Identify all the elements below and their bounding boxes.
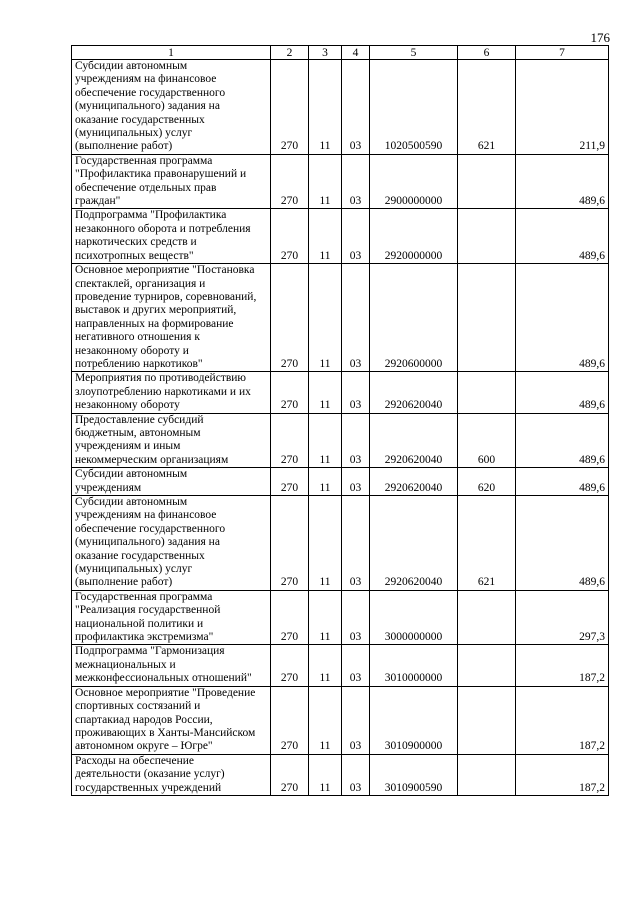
name-line: Государственная программа xyxy=(75,590,213,603)
cell-section: 11 xyxy=(309,413,342,468)
table-row xyxy=(72,372,609,413)
cell-subsection: 03 xyxy=(342,496,370,591)
cell-admin-code: 270 xyxy=(271,590,309,645)
table-row xyxy=(72,154,609,209)
cell-expense-type: 620 xyxy=(458,468,516,496)
name-line: спектаклей, организация и xyxy=(75,277,206,290)
name-line: автономном округе – Югре" xyxy=(75,740,213,753)
column-header: 6 xyxy=(458,46,516,60)
name-line: Субсидии автономным xyxy=(75,496,188,508)
cell-subsection: 03 xyxy=(342,590,370,645)
cell-amount: 211,9 xyxy=(516,60,609,155)
name-line: наркотических средств и xyxy=(75,236,197,249)
column-header: 4 xyxy=(342,46,370,60)
cell-section: 11 xyxy=(309,264,342,372)
name-line: Подпрограмма "Гармонизация xyxy=(75,645,225,658)
cell-expense-type: 600 xyxy=(458,413,516,468)
column-header: 5 xyxy=(370,46,458,60)
cell-section: 11 xyxy=(309,60,342,155)
name-line: государственных учреждений xyxy=(75,781,222,794)
cell-subsection: 03 xyxy=(342,264,370,372)
cell-target-article: 3010900590 xyxy=(370,754,458,795)
table-row xyxy=(72,590,609,645)
cell-name xyxy=(72,468,271,496)
cell-subsection: 03 xyxy=(342,413,370,468)
cell-expense-type xyxy=(458,209,516,264)
cell-admin-code: 270 xyxy=(271,60,309,155)
name-line: Государственная программа xyxy=(75,154,213,167)
cell-amount: 187,2 xyxy=(516,686,609,754)
name-line: Основное мероприятие "Проведение xyxy=(75,686,256,699)
name-line: незаконному обороту и xyxy=(75,344,189,357)
cell-amount: 187,2 xyxy=(516,645,609,686)
cell-admin-code: 270 xyxy=(271,496,309,591)
cell-expense-type xyxy=(458,754,516,795)
name-line: злоупотреблению наркотиками и их xyxy=(75,385,251,398)
cell-target-article: 2920620040 xyxy=(370,468,458,496)
cell-expense-type xyxy=(458,645,516,686)
name-line: (выполнение работ) xyxy=(75,576,173,589)
name-line: проживающих в Ханты-Мансийском xyxy=(75,726,256,739)
name-line: оказание государственных xyxy=(75,549,205,562)
cell-amount: 297,3 xyxy=(516,590,609,645)
name-line: выставок и других мероприятий, xyxy=(75,304,237,317)
cell-amount: 187,2 xyxy=(516,754,609,795)
name-line: некоммерческим организациям xyxy=(75,453,229,466)
cell-amount: 489,6 xyxy=(516,264,609,372)
name-line: спортивных состязаний и xyxy=(75,700,201,713)
name-line: Предоставление субсидий xyxy=(75,413,204,426)
cell-expense-type xyxy=(458,154,516,209)
cell-target-article: 2920620040 xyxy=(370,413,458,468)
cell-admin-code: 270 xyxy=(271,154,309,209)
cell-target-article: 2900000000 xyxy=(370,154,458,209)
cell-section: 11 xyxy=(309,590,342,645)
cell-expense-type xyxy=(458,372,516,413)
name-line: потреблению наркотиков" xyxy=(75,357,203,370)
column-header: 2 xyxy=(271,46,309,60)
cell-admin-code: 270 xyxy=(271,645,309,686)
name-line: "Профилактика правонарушений и xyxy=(75,168,247,181)
name-line: спартакиад народов России, xyxy=(75,713,213,726)
cell-admin-code: 270 xyxy=(271,264,309,372)
name-line: обеспечение государственного xyxy=(75,522,226,535)
cell-section: 11 xyxy=(309,686,342,754)
cell-target-article: 2920000000 xyxy=(370,209,458,264)
table-row xyxy=(72,496,609,591)
name-line: Расходы на обеспечение xyxy=(75,754,194,767)
cell-expense-type xyxy=(458,686,516,754)
cell-expense-type xyxy=(458,590,516,645)
cell-section: 11 xyxy=(309,645,342,686)
name-line: учреждениям на финансовое xyxy=(75,509,217,522)
name-line: психотропных веществ" xyxy=(75,249,194,262)
cell-target-article: 1020500590 xyxy=(370,60,458,155)
name-line: проведение турниров, соревнований, xyxy=(75,290,257,303)
table-row xyxy=(72,264,609,372)
cell-name xyxy=(72,754,271,795)
column-header: 7 xyxy=(516,46,609,60)
cell-subsection: 03 xyxy=(342,754,370,795)
cell-amount: 489,6 xyxy=(516,372,609,413)
cell-target-article: 2920600000 xyxy=(370,264,458,372)
cell-subsection: 03 xyxy=(342,209,370,264)
cell-target-article: 2920620040 xyxy=(370,372,458,413)
cell-section: 11 xyxy=(309,496,342,591)
budget-table xyxy=(71,45,609,796)
name-line: (муниципального) задания на xyxy=(75,100,220,113)
cell-expense-type: 621 xyxy=(458,60,516,155)
cell-section: 11 xyxy=(309,754,342,795)
name-line: учреждениям xyxy=(75,481,142,494)
name-line: межконфессиональных отношений" xyxy=(75,672,252,685)
cell-amount: 489,6 xyxy=(516,468,609,496)
cell-subsection: 03 xyxy=(342,468,370,496)
cell-section: 11 xyxy=(309,209,342,264)
cell-section: 11 xyxy=(309,372,342,413)
name-line: (муниципальных) услуг xyxy=(75,563,193,576)
name-line: межнациональных и xyxy=(75,658,176,671)
name-line: деятельности (оказание услуг) xyxy=(75,768,225,781)
cell-name xyxy=(72,686,271,754)
cell-name xyxy=(72,60,271,155)
cell-admin-code: 270 xyxy=(271,413,309,468)
table-body xyxy=(72,60,609,796)
cell-target-article: 2920620040 xyxy=(370,496,458,591)
name-line: Субсидии автономным xyxy=(75,60,188,72)
header-row xyxy=(72,46,609,60)
cell-name xyxy=(72,645,271,686)
cell-admin-code: 270 xyxy=(271,468,309,496)
cell-section: 11 xyxy=(309,154,342,209)
cell-subsection: 03 xyxy=(342,154,370,209)
name-line: Подпрограмма "Профилактика xyxy=(75,209,227,222)
table-row xyxy=(72,686,609,754)
cell-target-article: 3010000000 xyxy=(370,645,458,686)
cell-amount: 489,6 xyxy=(516,496,609,591)
name-line: Основное мероприятие "Постановка xyxy=(75,264,255,277)
cell-admin-code: 270 xyxy=(271,209,309,264)
table-row xyxy=(72,60,609,155)
cell-name xyxy=(72,264,271,372)
table-row xyxy=(72,209,609,264)
name-line: учреждениям и иным xyxy=(75,440,181,453)
name-line: (муниципального) задания на xyxy=(75,536,220,549)
cell-name xyxy=(72,372,271,413)
table-row xyxy=(72,413,609,468)
name-line: оказание государственных xyxy=(75,113,205,126)
name-line: направленных на формирование xyxy=(75,317,234,330)
name-line: бюджетным, автономным xyxy=(75,426,201,439)
cell-subsection: 03 xyxy=(342,686,370,754)
name-line: профилактика экстремизма" xyxy=(75,631,214,644)
cell-amount: 489,6 xyxy=(516,413,609,468)
cell-admin-code: 270 xyxy=(271,686,309,754)
name-line: (выполнение работ) xyxy=(75,140,173,153)
name-line: негативного отношения к xyxy=(75,331,200,344)
name-line: (муниципальных) услуг xyxy=(75,127,193,140)
name-line: Мероприятия по противодействию xyxy=(75,372,247,385)
cell-expense-type xyxy=(458,264,516,372)
cell-name xyxy=(72,154,271,209)
cell-admin-code: 270 xyxy=(271,372,309,413)
cell-amount: 489,6 xyxy=(516,154,609,209)
cell-admin-code: 270 xyxy=(271,754,309,795)
cell-subsection: 03 xyxy=(342,645,370,686)
name-line: граждан" xyxy=(75,195,121,208)
name-line: незаконного оборота и потребления xyxy=(75,222,251,235)
cell-amount: 489,6 xyxy=(516,209,609,264)
table-row xyxy=(72,754,609,795)
cell-name xyxy=(72,496,271,591)
name-line: учреждениям на финансовое xyxy=(75,73,217,86)
cell-name xyxy=(72,209,271,264)
column-header: 3 xyxy=(309,46,342,60)
name-line: обеспечение отдельных прав xyxy=(75,181,217,194)
name-line: обеспечение государственного xyxy=(75,86,226,99)
table-row xyxy=(72,468,609,496)
page-number: 176 xyxy=(590,30,610,45)
cell-section: 11 xyxy=(309,468,342,496)
name-line: "Реализация государственной xyxy=(75,604,221,617)
cell-name xyxy=(72,413,271,468)
cell-target-article: 3010900000 xyxy=(370,686,458,754)
table-row xyxy=(72,645,609,686)
name-line: незаконному обороту xyxy=(75,399,180,412)
name-line: Субсидии автономным xyxy=(75,468,188,481)
cell-name xyxy=(72,590,271,645)
column-header: 1 xyxy=(72,46,271,60)
name-line: национальной политики и xyxy=(75,617,204,630)
cell-subsection: 03 xyxy=(342,60,370,155)
cell-target-article: 3000000000 xyxy=(370,590,458,645)
cell-expense-type: 621 xyxy=(458,496,516,591)
cell-subsection: 03 xyxy=(342,372,370,413)
